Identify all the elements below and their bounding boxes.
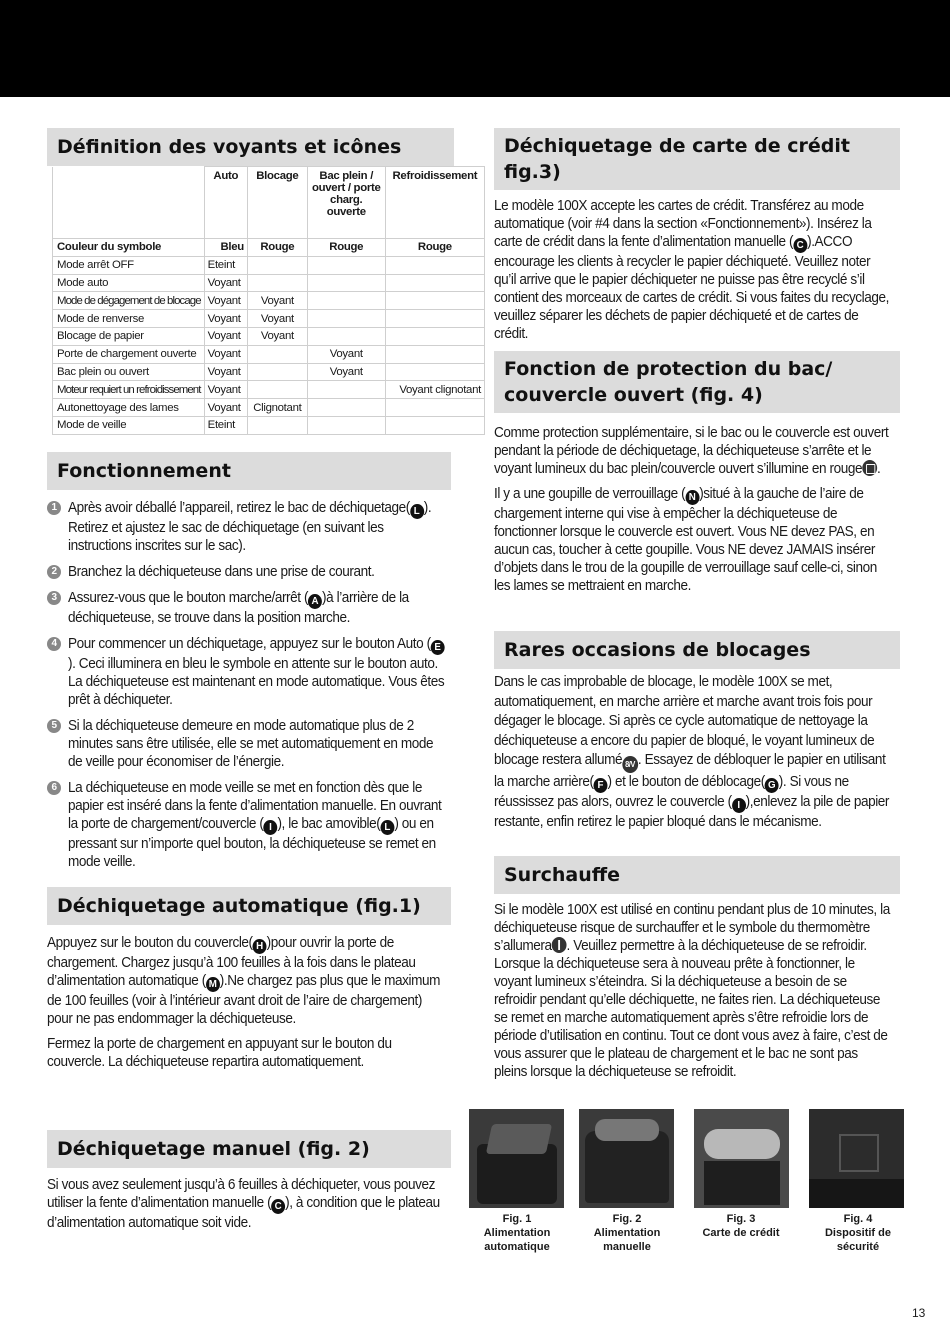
bin-full-icon [862,460,877,476]
protection-paragraph-1: Comme protection supplémentaire, si le bac ou le couvercle est ouvert pendant la période de déchiquetage, la déchiqueteuse s’arrête et le voyant lumineux du bac plein/couvercle ouvert s’illumine en rouge . [494,425,889,477]
protection-section [494,351,900,413]
operation-steps [47,499,451,871]
header-blocage: Blocage [247,167,307,239]
thermometer-icon [552,937,567,953]
figure-label: Fig. 1 [502,1213,532,1225]
header-bac-plein: Bac plein / ouvert / porte charg. ouverte [307,167,385,239]
operation-step: 6 La déchiqueteuse en mode veille se met en fonction dès que le papier est inséré dans la fente d’alimentation manuelle. En ouvrant la porte de chargement/couvercle ( I ), le bac amovible( L ) ou en pressant sur n’importe quel bouton, la déchiqueteuse se remet en mode veille. [47,779,451,871]
indicator-definition-title: Définition des voyants et icônes [47,128,454,166]
table-row: Mode auto Voyant [53,274,485,292]
manual-paragraph: Si vous avez seulement jusqu’à 6 feuilles à déchiqueter, vous pouvez utiliser la fente d’alimentation manuelle ( C ), à condition que le plateau d’alimentation automatique soit vide. [47,1177,440,1231]
letter-badge-g: G [765,778,779,793]
credit-card-paragraph: Le modèle 100X accepte les cartes de crédit. Transférez au mode automatique (voir #4 dans la section «Fonctionnement»). Insérez la carte de crédit dans la fente d’alimentation manuelle ( C ).ACCO encourage les clients à recycler le papier déchiqueté. Veuillez noter qu’il arrive que le papier déchiqueter ne puisse pas être recyclé s’il contient des morceaux de cartes de crédit. Si vous faites du recyclage, veuillez séparer les déchets de papier déchiqueté et de cartes de crédit. [494,198,890,342]
letter-badge-n: N [685,490,699,505]
jam-text [494,673,894,833]
overheat-title: Surchauffe [494,856,900,894]
overheat-text [494,901,894,1081]
figure-caption [808,1212,908,1254]
table-body [53,256,485,434]
operation-step: 3 Assurez-vous que le bouton marche/arrêt ( A )à l’arrière de la déchiqueteuse, se trouve dans la position marche. [47,589,451,627]
step-number: 5 [47,719,61,733]
jam-indicator-icon: 8/V [622,756,638,773]
auto-section [47,887,451,925]
operation-step: 4 Pour commencer un déchiquetage, appuyez sur le bouton Auto ( E). Ceci illuminera en bleu le symbole en attente sur le bouton auto. La déchiqueteuse est maintenant en mode automatique. Vous êtes prêt à déchiqueter. [47,635,451,709]
letter-badge: L [410,504,424,519]
letter-badge: I [264,820,278,835]
table-row: Mode de renverse Voyant Voyant [53,310,485,328]
letter-badge-i: I [732,798,746,813]
manual-section [47,1130,451,1168]
figure-label: Fig. 4 [843,1213,873,1225]
letter-badge-h: H [253,939,267,954]
header-refroidissement: Refroidissement [385,167,484,239]
step-number: 1 [47,501,61,515]
operation-step: 1 Après avoir déballé l’appareil, retirez le bac de déchiquetage( L ). Retirez et ajustez le sac de déchiquetage (en suivant les instructions inscrites sur le sac). [47,499,451,555]
table-row: Mode de dégagement de blocage Voyant Voyant [53,292,485,310]
figure-caption [577,1212,677,1254]
auto-text [47,934,442,1071]
letter-badge: L [380,820,394,835]
auto-shredding-title: Déchiquetage automatique (fig.1) [47,887,451,925]
auto-paragraph-1: Appuyez sur le bouton du couvercle( H )pour ouvrir la porte de chargement. Chargez jusqu’à 100 feuilles à la fois dans le plateau d’alimentation automatique ( M ).Ne chargez pas plus que le maximum de 100 feuilles (voir à l’intérieur avant droit de l’aire de chargement) pour ne pas endommager la déchiqueteuse. [47,935,441,1027]
letter-badge: E [431,640,445,655]
table-row: Mode arrêt OFF Eteint [53,256,485,274]
figure-caption-text: Alimentation manuelle [593,1227,661,1253]
operation-title: Fonctionnement [47,452,451,490]
letter-badge-c: C [271,1199,285,1214]
auto-paragraph-2: Fermez la porte de chargement en appuyant sur le bouton du couvercle. La déchiqueteuse repartira automatiquement. [47,1036,392,1070]
top-black-bar [0,0,950,97]
protection-paragraph-2: Il y a une goupille de verrouillage ( N )situé à la gauche de l’aire de chargement interne qui vise à empêcher la déchiqueteuse de fonctionner lorsque le couvercle est ouvert. Vous NE devez PAS, en aucun cas, toucher à cette goupille. Vous NE devez JAMAIS insérer d’objets dans le trou de la goupille de verrouillage sauf celle-ci, sinon les lames se mettraient en marche. [494,486,877,594]
figure-3-image [694,1109,789,1208]
step-number: 6 [47,781,61,795]
figure-caption [467,1212,567,1254]
overheat-paragraph: Si le modèle 100X est utilisé en continu pendant plus de 10 minutes, la déchiqueteuse risque de surchauffer et le symbole du thermomètre s’allumera . Veuillez permettre à la déchiqueteuse de se refroidir. Lorsque la déchiqueteuse sera à nouveau prête à fonctionner, le voyant lumineux s’éteindra. Si la déchiqueteuse a besoin de se refroidir pendant qu’elle déchiquette, ne faites rien. La déchiqueteuse se remet en marche automatiquement après s’être refroidie lors de période d’utilisation en continu. Tout ce dont vous avez à faire, c’est de vous assurer que le plateau de chargement et le bac ne sont pas pleins lorsque la déchiqueteuse se refroidit. [494,902,890,1080]
table-row: Moteur requiert un refroidissement Voyant Voyant clignotant [53,381,485,399]
step-number: 3 [47,591,61,605]
table-row: Autonettoyage des lames Voyant Clignotant [53,399,485,417]
credit-card-text [494,197,894,343]
jam-paragraph: Dans le cas improbable de blocage, le modèle 100X se met, automatiquement, en marche arrière et marche avant trois fois pour dégager le blocage. Si après ce cycle automatique de nettoyage la déchiqueteuse a encore du papier de bloqué, le voyant lumineux de blocage restera allumé 8/V . Essayez de débloquer le papier en utilisant la marche arrière( F ) et le bouton de déblocage( G ). Si vous ne réussissez pas alors, ouvrez le couvercle ( I ),enlevez la pile de papier restante, enfin retirez le papier bloqué dans le mécanisme. [494,674,890,830]
credit-card-section [494,128,900,190]
protection-text [494,424,894,595]
page-number: 13 [912,1306,926,1320]
letter-badge-m: M [206,977,220,992]
table-row: Bac plein ou ouvert Voyant Voyant [53,363,485,381]
header-auto: Auto [204,167,247,239]
figure-caption-text: Alimentation automatique [483,1227,551,1253]
table-row: Mode de veille Eteint [53,416,485,434]
figure-4-image [809,1109,904,1208]
operation-step: 5 Si la déchiqueteuse demeure en mode automatique plus de 2 minutes sans être utilisée, elle se met automatiquement en mode de veille pour économiser de l’énergie. [47,717,451,771]
figure-2-image [579,1109,674,1208]
step-number: 2 [47,565,61,579]
figure-label: Fig. 2 [612,1213,642,1225]
table-row: Blocage de papier Voyant Voyant [53,327,485,345]
operation-section [47,452,451,879]
manual-text [47,1176,447,1232]
figure-caption-text: Carte de crédit [702,1227,780,1239]
credit-card-title: Déchiquetage de carte de crédit fig.3) [494,128,900,190]
protection-title: Fonction de protection du bac/ couvercle ouvert (fig. 4) [494,351,900,413]
table-row: Porte de chargement ouverte Voyant Voyant [53,345,485,363]
manual-shredding-title: Déchiquetage manuel (fig. 2) [47,1130,451,1168]
table-header-row [53,167,485,239]
figure-1-image [469,1109,564,1208]
jam-section [494,631,900,669]
indicator-table [52,166,485,435]
figure-label: Fig. 3 [726,1213,756,1225]
letter-badge-c: C [793,238,807,253]
overheat-section [494,856,900,894]
figure-caption-text: Dispositif de sécurité [824,1227,891,1253]
letter-badge: A [308,594,322,609]
operation-step: 2 Branchez la déchiqueteuse dans une prise de courant. [47,563,451,581]
figure-caption [691,1212,791,1240]
step-number: 4 [47,637,61,651]
letter-badge-f: F [594,778,608,793]
table-row-color: Couleur du symbole Bleu Rouge Rouge Rouge [53,239,485,257]
jam-title: Rares occasions de blocages [494,631,900,669]
left-column [47,128,481,435]
